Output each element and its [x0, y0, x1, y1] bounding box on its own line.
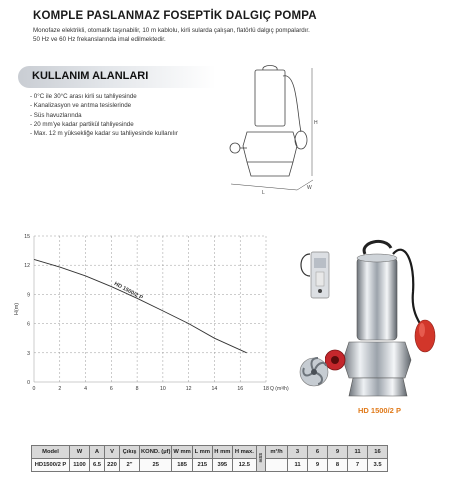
header-cell: Çıkış: [120, 446, 140, 459]
side-label: mSS: [257, 452, 263, 463]
page-title: KOMPLE PASLANMAZ FOSEPTİK DALGIÇ POMPA: [33, 10, 317, 22]
chart-grid: [34, 236, 266, 382]
header-cell: W mm: [172, 446, 192, 459]
x-tick-label: 16: [237, 386, 244, 392]
model-caption: HD 1500/2 P: [358, 406, 401, 415]
performance-chart: [8, 226, 298, 394]
usage-item: - Max. 12 m yüksekliğe kadar su tahliyesinde kullanılır: [30, 130, 178, 138]
pump-cable: [393, 250, 425, 332]
pump-product-image: [325, 232, 450, 404]
x-tick-label: 18: [263, 386, 269, 392]
header-cell: 16: [368, 446, 388, 459]
table-cell: 6.5: [90, 459, 105, 472]
description: [33, 27, 363, 44]
table-cell: 11: [288, 459, 308, 472]
table-cell: HD1500/2 P: [32, 459, 70, 472]
y-tick-label: 12: [24, 263, 30, 270]
usage-item: - Kanalizasyon ve arıtma tesislerinde: [30, 102, 132, 110]
y-tick-label: 0: [27, 380, 30, 386]
series-line-hd-1500-2-p: [34, 259, 247, 352]
header-cell: Model: [32, 446, 70, 459]
x-tick-label: 10: [159, 386, 166, 392]
usage-item: - 20 mm'ye kadar partikül tahliyesinde: [30, 120, 134, 128]
table-cell: 1100: [70, 459, 90, 472]
header-cell: 3: [288, 446, 308, 459]
side-label-cell: [256, 446, 265, 472]
usage-list: [30, 92, 230, 138]
y-tick-label: 6: [27, 321, 30, 328]
pump-base: [349, 378, 407, 396]
header-cell: A: [90, 446, 105, 459]
box-switch: [318, 289, 322, 293]
dim-w-label: W: [307, 185, 312, 191]
outlet-flange-outline: [230, 143, 240, 153]
pump-housing-outline: [243, 132, 297, 162]
float-highlight: [419, 323, 425, 337]
table-cell: 220: [105, 459, 120, 472]
x-tick-label: 0: [32, 386, 36, 392]
table-cell: 12.5: [232, 459, 256, 472]
motor-top: [357, 254, 397, 262]
spec-table: [31, 445, 388, 472]
header-cell: 11: [348, 446, 368, 459]
outlet-hole: [331, 356, 339, 364]
motor-housing: [357, 258, 397, 340]
box-panel: [316, 272, 324, 286]
pump-handle: [364, 241, 391, 254]
x-tick-label: 2: [58, 386, 62, 392]
series-label: HD 1500/2 P: [112, 281, 144, 302]
cable: [301, 254, 310, 276]
table-row: [32, 459, 388, 472]
x-tick-label: 6: [109, 386, 113, 392]
header-cell: H mm: [212, 446, 232, 459]
header-cell: W: [70, 446, 90, 459]
volute-casing: [343, 342, 411, 378]
table-cell: 395: [212, 459, 232, 472]
header-cell: m³/h: [266, 446, 288, 459]
usage-item: - 0°C ile 30°C arası kirli su tahliyesinde: [30, 93, 137, 100]
chart-ticks: [24, 234, 269, 392]
float-cable-outline: [283, 76, 301, 132]
y-tick-label: 15: [24, 234, 30, 240]
x-tick-label: 8: [135, 386, 139, 392]
x-tick-label: 4: [84, 386, 88, 392]
header-cell: H max.: [232, 446, 256, 459]
table-cell: 25: [140, 459, 172, 472]
x-tick-label: 12: [185, 386, 192, 392]
usage-heading: KULLANIM ALANLARI: [32, 70, 149, 82]
table-cell: 2": [120, 459, 140, 472]
header-cell: L mm: [192, 446, 212, 459]
x-tick-label: 14: [211, 386, 218, 392]
y-axis-label: H(m): [14, 302, 20, 316]
base-outline: [247, 162, 293, 176]
table-cell: [266, 459, 288, 472]
table-cell: 3.5: [368, 459, 388, 472]
table-cell: 7: [348, 459, 368, 472]
description-line: 50 Hz ve 60 Hz frekanslarında imal edilmektedir.: [33, 35, 166, 43]
table-cell: 9: [308, 459, 328, 472]
y-tick-label: 3: [27, 350, 30, 357]
table-header-row: [32, 446, 388, 459]
float-switch: [415, 320, 435, 352]
dim-h-label: H: [314, 120, 318, 126]
y-tick-label: 9: [27, 292, 30, 299]
table-cell: 8: [328, 459, 348, 472]
usage-heading-banner: [18, 66, 216, 88]
header-cell: V: [105, 446, 120, 459]
impeller-image: [298, 354, 330, 390]
table-cell: 185: [172, 459, 192, 472]
motor-body-outline: [255, 70, 285, 126]
header-cell: 9: [328, 446, 348, 459]
header-cell: KOND. (µf): [140, 446, 172, 459]
description-line: Monofaze elektrikli, otomatik taşınabilir, 10 m kablolu, kirli sularda çalışan, flatörlü dalgıç pompalardır.: [33, 27, 310, 34]
header-cell: 6: [308, 446, 328, 459]
impeller-hub: [311, 369, 317, 375]
usage-item: - Süs havuzlarında: [30, 111, 82, 119]
table-cell: 215: [192, 459, 212, 472]
dim-l-label: L: [262, 190, 265, 196]
pump-technical-drawing: [217, 62, 327, 202]
x-axis-label: Q (m³/h): [270, 386, 289, 392]
handle-outline: [263, 66, 277, 71]
